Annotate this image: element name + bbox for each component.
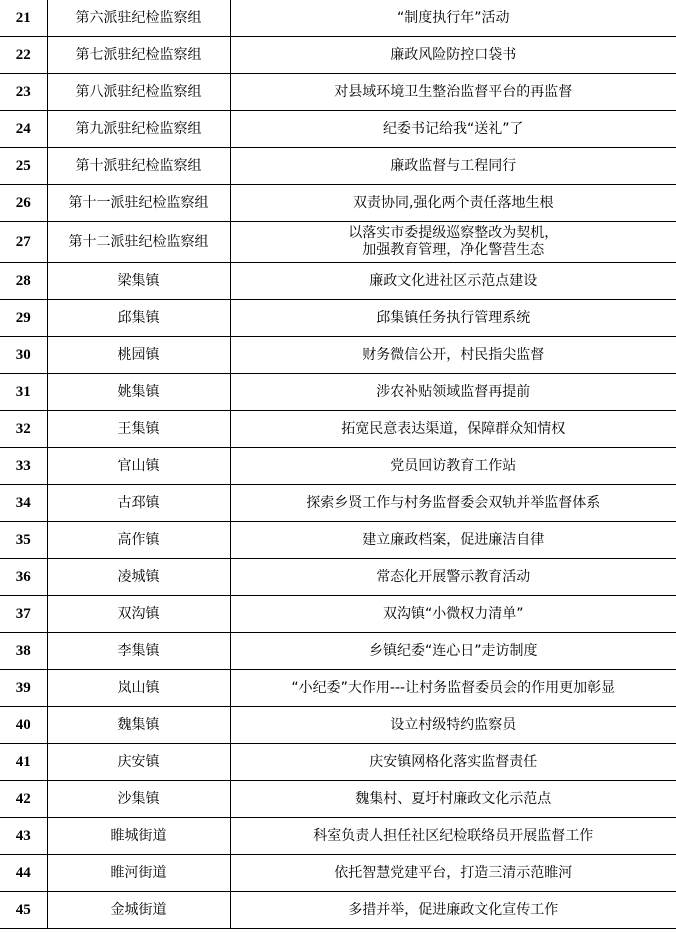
item-title: 双沟镇“小微权力清单” [230,596,676,633]
item-title-line-2: 加强教育管理，净化警营生态 [362,242,545,258]
item-title [230,222,676,263]
table-row [0,892,676,929]
item-title: 邱集镇任务执行管理系统 [230,300,676,337]
unit-name: 李集镇 [47,633,230,670]
table-row [0,596,676,633]
table-row [0,185,676,222]
unit-name: 金城街道 [47,892,230,929]
table-row [0,744,676,781]
row-number: 41 [0,744,47,781]
unit-name: 姚集镇 [47,374,230,411]
row-number: 36 [0,559,47,596]
unit-name: 睢河街道 [47,855,230,892]
row-number: 31 [0,374,47,411]
item-title: “制度执行年”活动 [230,0,676,37]
table-row [0,633,676,670]
table-row [0,222,676,263]
item-title: 乡镇纪委“连心日”走访制度 [230,633,676,670]
item-title: 常态化开展警示教育活动 [230,559,676,596]
item-title: “小纪委”大作用---让村务监督委员会的作用更加彰显 [230,670,676,707]
unit-name: 睢城街道 [47,818,230,855]
unit-name: 第十一派驻纪检监察组 [47,185,230,222]
item-title: 科室负责人担任社区纪检联络员开展监督工作 [230,818,676,855]
row-number: 37 [0,596,47,633]
row-number: 24 [0,111,47,148]
row-number: 44 [0,855,47,892]
item-title: 多措并举，促进廉政文化宣传工作 [230,892,676,929]
table-row [0,818,676,855]
item-title: 财务微信公开，村民指尖监督 [230,337,676,374]
item-title: 对县域环境卫生整治监督平台的再监督 [230,74,676,111]
unit-name: 第六派驻纪检监察组 [47,0,230,37]
unit-name: 古邳镇 [47,485,230,522]
item-title-line-1: 以落实市委提级巡察整改为契机， [348,225,559,241]
table-row [0,707,676,744]
item-title: 双责协同,强化两个责任落地生根 [230,185,676,222]
row-number: 34 [0,485,47,522]
table-row [0,448,676,485]
table-row [0,781,676,818]
item-title: 依托智慧党建平台，打造三清示范睢河 [230,855,676,892]
item-title: 探索乡贤工作与村务监督委会双轨并举监督体系 [230,485,676,522]
unit-name: 第九派驻纪检监察组 [47,111,230,148]
row-number: 30 [0,337,47,374]
table-row [0,148,676,185]
table-row [0,37,676,74]
unit-name: 沙集镇 [47,781,230,818]
row-number: 22 [0,37,47,74]
unit-name: 双沟镇 [47,596,230,633]
table-row [0,374,676,411]
unit-name: 第七派驻纪检监察组 [47,37,230,74]
table-row [0,111,676,148]
item-title: 庆安镇网格化落实监督责任 [230,744,676,781]
item-title: 拓宽民意表达渠道，保障群众知情权 [230,411,676,448]
item-title: 涉农补贴领域监督再提前 [230,374,676,411]
item-title: 廉政文化进社区示范点建设 [230,263,676,300]
row-number: 45 [0,892,47,929]
item-title: 建立廉政档案，促进廉洁自律 [230,522,676,559]
unit-name: 凌城镇 [47,559,230,596]
row-number: 29 [0,300,47,337]
item-title: 廉政风险防控口袋书 [230,37,676,74]
table-row [0,337,676,374]
row-number: 38 [0,633,47,670]
row-number: 33 [0,448,47,485]
unit-name: 第十派驻纪检监察组 [47,148,230,185]
unit-name: 高作镇 [47,522,230,559]
unit-name: 庆安镇 [47,744,230,781]
unit-name: 梁集镇 [47,263,230,300]
table-row [0,485,676,522]
table-row [0,559,676,596]
item-title: 魏集村、夏圩村廉政文化示范点 [230,781,676,818]
unit-name: 桃园镇 [47,337,230,374]
item-title: 廉政监督与工程同行 [230,148,676,185]
unit-name: 第八派驻纪检监察组 [47,74,230,111]
row-number: 32 [0,411,47,448]
row-number: 21 [0,0,47,37]
row-number: 28 [0,263,47,300]
row-number: 26 [0,185,47,222]
table-row [0,0,676,37]
table-row [0,670,676,707]
item-title: 党员回访教育工作站 [230,448,676,485]
table-row [0,855,676,892]
unit-name: 岚山镇 [47,670,230,707]
item-title: 设立村级特约监察员 [230,707,676,744]
row-number: 35 [0,522,47,559]
row-number: 43 [0,818,47,855]
table-row [0,522,676,559]
unit-name: 第十二派驻纪检监察组 [47,222,230,263]
table-row [0,263,676,300]
row-number: 27 [0,222,47,263]
row-number: 42 [0,781,47,818]
row-number: 40 [0,707,47,744]
unit-name: 魏集镇 [47,707,230,744]
row-number: 23 [0,74,47,111]
unit-name: 官山镇 [47,448,230,485]
row-number: 39 [0,670,47,707]
table-row [0,411,676,448]
unit-name: 邱集镇 [47,300,230,337]
row-number: 25 [0,148,47,185]
unit-name: 王集镇 [47,411,230,448]
item-title: 纪委书记给我“送礼”了 [230,111,676,148]
table-row [0,74,676,111]
table-row [0,300,676,337]
